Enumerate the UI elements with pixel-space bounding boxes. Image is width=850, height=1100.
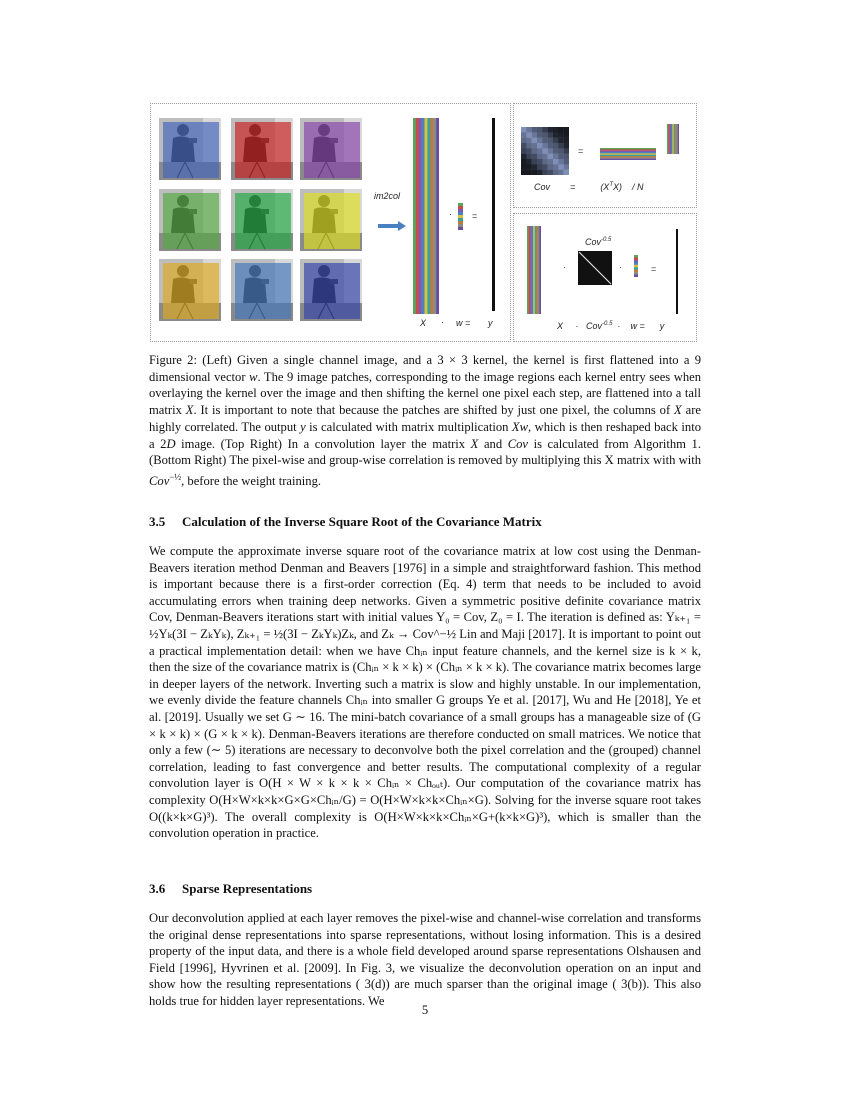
cov-equation: Cov = $(X^TX)$ / N: [534, 182, 644, 192]
weight-label: w =: [456, 318, 471, 328]
weight-vector-bottom: [634, 255, 638, 282]
section-3-5-paragraph: We compute the approximate inverse square root of the covariance matrix at low cost using the Denman-Beavers iteration method Denman and Beavers [1976] in a simple and straightforward fashion. This method is important because there is a first-order correction (Eq. 4) term that needs to be included to avoid accumulating errors when training deep networks. Given a symmetric positive definite covariance matrix Cov, Denman-Beavers iterations start with initial values Y₀ = Cov, Z₀ = I. The iteration is defined as: Yₖ₊₁ = ½Yₖ(3I − ZₖYₖ), Zₖ₊₁ = ½(3I − ZₖYₖ)Zₖ, and Zₖ → Cov^−½ Lin and Maji [2017]. It is important to point out a practical implementation detail: when we have Chᵢₙ input feature channels, and the kernel size is k × k, then the size of the covariance matrix is (Chᵢₙ × k × k) × (Chᵢₙ × k × k). The covariance matrix becomes large in deeper layers of the network. Inverting such a matrix is slow and highly unstable. In our implementation, we evenly divide the feature channels Chᵢₙ into smaller G groups Ye et al. [2017], Wu and He [2018], Ye et al. [2019]. Usually we set G ∼ 16. The mini-batch covariance of a small groups has a manageable size of (G × k × k) × (G × k × k). Denman-Beavers iterations are therefore conducted on small matrices. We notice that only a few (∼ 5) iterations are necessary to deconvolve both the pixel correlation and the (grouped) channel correlation, leading to fast convergence and better results. The computational complexity of a regular convolution layer is O(H × W × k × k × Chᵢₙ × Chₒᵤₜ). Our computation of the covariance matrix has complexity O(H×W×k×k×G×G×Chᵢₙ/G) = O(H×W×k×k×Chᵢₙ×G). Solving for the inverse square root takes O((k×k×G)³). The overall complexity is O(H×W×k×k×Chᵢₙ×G+(k×k×G)³), which is smaller than the convolution operation in practice.: [149, 544, 701, 841]
covariance-heatmap: [521, 127, 569, 180]
im2col-label: im2col: [374, 191, 401, 201]
dot-operator: ·: [563, 262, 566, 272]
section-heading-3-5: 3.5 Calculation of the Inverse Square Root of the Covariance Matrix: [149, 514, 542, 529]
section-3-6-paragraph: Our deconvolution applied at each layer removes the pixel-wise and channel-wise correlation and transforms the original dense representations into sparse representations, without losing information. This is a desired property of the input data, and there is a whole field developed around sparse representations Olshausen and Field [1996], Hyvrinen et al. [2009]. In Fig. 3, we visualize the deconvolution operation on an input and show how the resulting representations ( 3(d)) are much sparser than the original image ( 3(b)). This also holds true for hidden layer representations. We: [149, 911, 701, 1008]
dot-operator: ·: [619, 262, 622, 272]
matrix-x-label: X: [420, 318, 427, 328]
image-patch-tile: [159, 118, 221, 180]
cov-power-label: Cov$^{-0.5}$: [585, 237, 612, 247]
output-vector-y-bottom: [676, 229, 678, 314]
output-vector-y: [492, 118, 495, 311]
image-patch-tile: [159, 259, 221, 321]
output-label: y: [488, 318, 493, 328]
dot-label: ·: [441, 317, 444, 327]
matrix-xt-horizontal: [600, 147, 656, 165]
image-patch-tile: [231, 189, 293, 251]
image-patch-tile: [231, 118, 293, 180]
image-patch-tile: [300, 118, 362, 180]
dot-operator: ·: [449, 209, 452, 219]
matrix-x-tall: [413, 118, 439, 319]
matrix-x-small: [667, 124, 679, 159]
arrow-right-icon: [378, 218, 406, 236]
image-patch-tile: [300, 189, 362, 251]
inverse-sqrt-cov-matrix: [578, 251, 612, 290]
image-patch-tile: [300, 259, 362, 321]
caption-label: Figure 2:: [149, 353, 197, 367]
image-patch-tile: [231, 259, 293, 321]
equals-operator: =: [651, 264, 657, 274]
weight-vector: [458, 203, 463, 235]
equals-operator: =: [578, 146, 584, 156]
bottom-equation: X · Cov$^{-0.5}$ · w = y: [557, 321, 665, 331]
image-patch-tile: [159, 189, 221, 251]
equals-operator: =: [472, 211, 478, 221]
page-number: 5: [421, 1003, 429, 1017]
figure-caption: Figure 2: (Left) Given a single channel image, and a 3 × 3 kernel, the kernel is first flattened into a 9 dimensional vector w. The 9 image patches, corresponding to the image regions each kernel entry sees when overlaying the kernel over the image and then shifting the kernel one pixel each step, are flattened into a tall matrix X. It is important to note that because the patches are shifted by just one pixel, the columns of X are highly correlated. The output y is calculated with matrix multiplication Xw, which is then reshaped back into a 2D image. (Top Right) In a convolution layer the matrix X and Cov is calculated from Algorithm 1. (Bottom Right) The pixel-wise and group-wise correlation is removed by multiplying this X matrix with with Cov$^{-\frac{1}{2}}$, before the weight training.: [149, 353, 702, 489]
section-heading-3-6: 3.6 Sparse Representations: [149, 881, 313, 896]
matrix-x-bottom: [527, 226, 541, 319]
